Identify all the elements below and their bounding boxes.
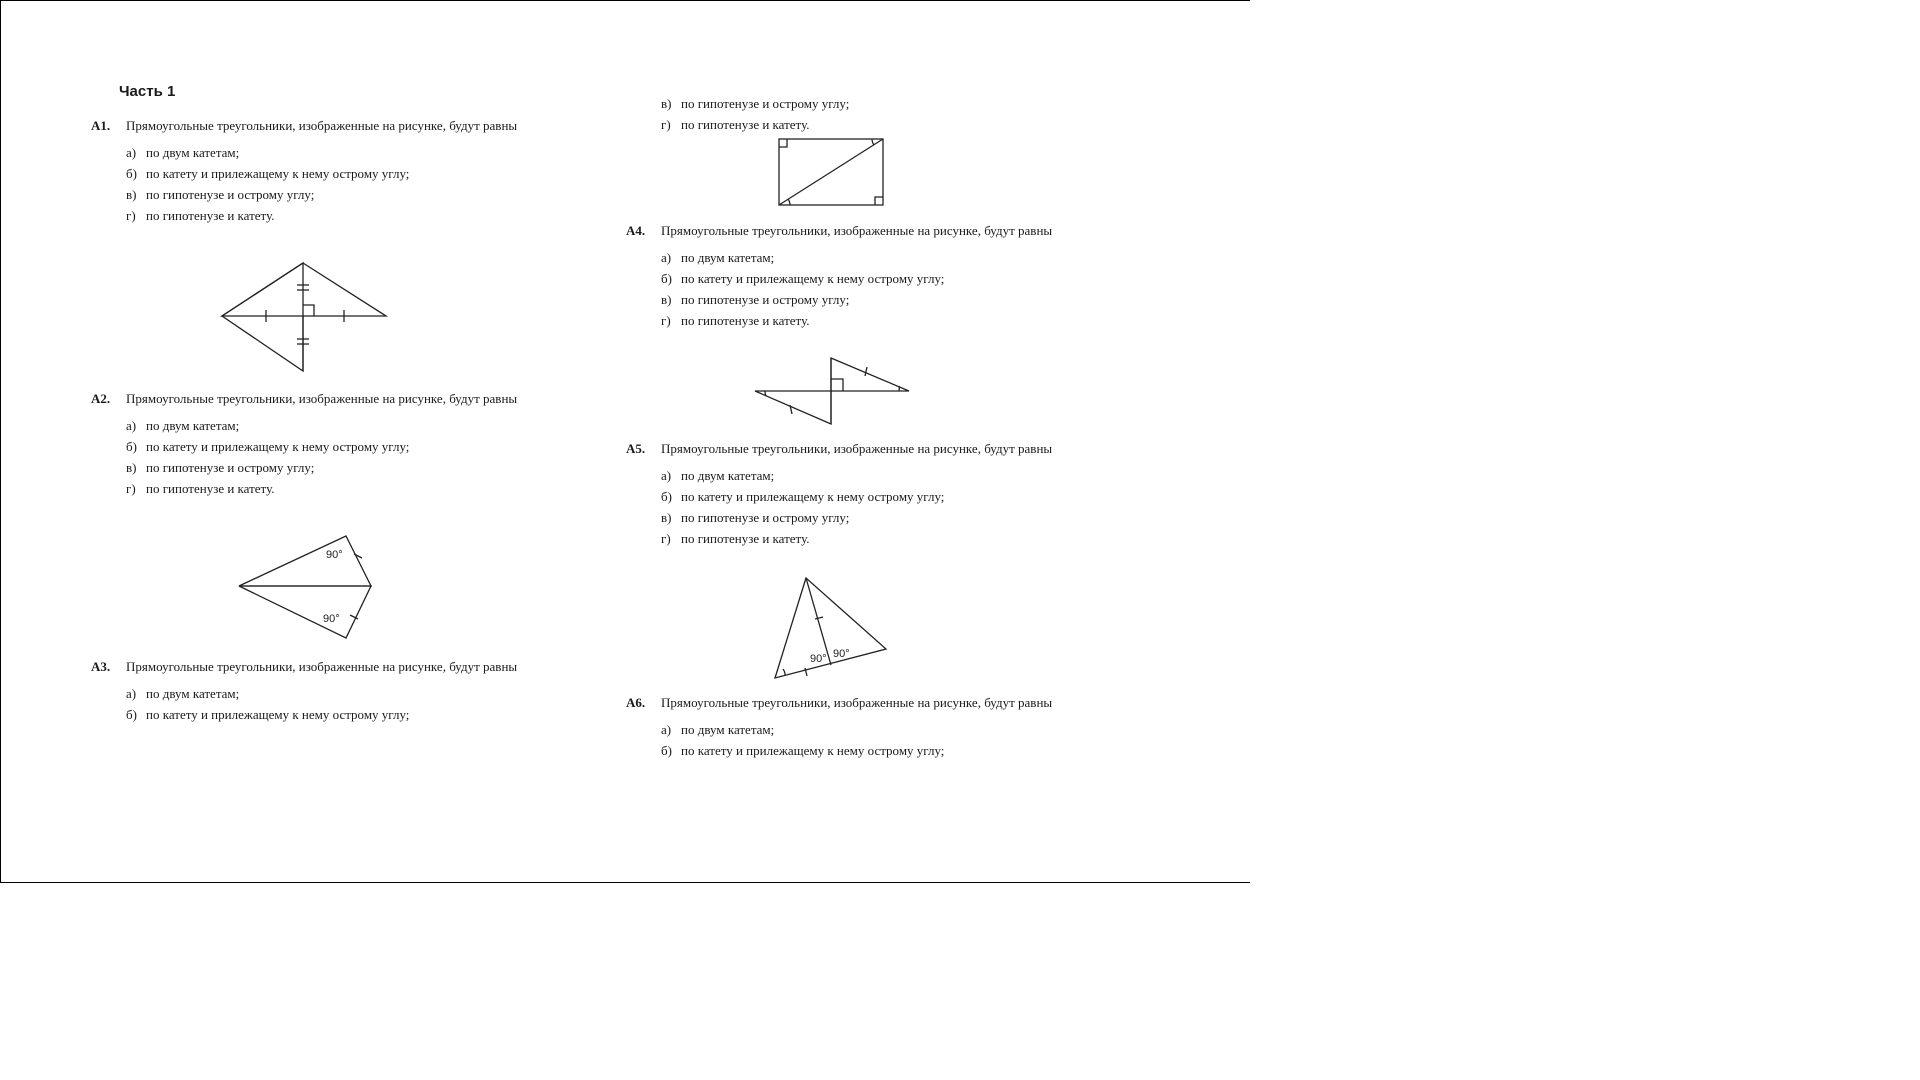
- option-c: в) по гипотенузе и острому углу;: [661, 510, 850, 525]
- option-a: а) по двум катетам;: [661, 722, 775, 737]
- option-a: а) по двум катетам;: [661, 468, 775, 483]
- angle-label: 90°: [810, 653, 827, 665]
- task-number: А4.: [626, 223, 646, 238]
- option-b: б) по катету и прилежащему к нему острому углу;: [661, 489, 945, 504]
- angle-label: 90°: [833, 648, 850, 660]
- option-a: а) по двум катетам;: [126, 145, 240, 160]
- option-d: г) по гипотенузе и катету.: [126, 481, 275, 496]
- option-d: г) по гипотенузе и катету.: [661, 313, 810, 328]
- task-stem: Прямоугольные треугольники, изображенные на рисунке, будут равны: [661, 223, 1053, 238]
- option-d: г) по гипотенузе и катету.: [661, 117, 810, 132]
- task-stem: Прямоугольные треугольники, изображенные на рисунке, будут равны: [661, 441, 1053, 456]
- option-c: в) по гипотенузе и острому углу;: [661, 96, 850, 111]
- option-c: в) по гипотенузе и острому углу;: [126, 187, 315, 202]
- option-c: в) по гипотенузе и острому углу;: [661, 292, 850, 307]
- task-number: А6.: [626, 695, 646, 710]
- task-number: А3.: [91, 659, 111, 674]
- task-number: А1.: [91, 118, 111, 133]
- option-b: б) по катету и прилежащему к нему острому углу;: [661, 271, 945, 286]
- task-stem: Прямоугольные треугольники, изображенные на рисунке, будут равны: [126, 118, 518, 133]
- option-b: б) по катету и прилежащему к нему острому углу;: [661, 743, 945, 758]
- angle-label: 90°: [326, 549, 343, 561]
- option-a: а) по двум катетам;: [126, 686, 240, 701]
- answer-options: [661, 719, 1056, 761]
- option-d: г) по гипотенузе и катету.: [126, 208, 275, 223]
- angle-label: 90°: [323, 613, 340, 625]
- task-stem: Прямоугольные треугольники, изображенные на рисунке, будут равны: [661, 695, 1053, 710]
- task-number: А5.: [626, 441, 646, 456]
- option-c: в) по гипотенузе и острому углу;: [126, 460, 315, 475]
- option-b: б) по катету и прилежащему к нему острому углу;: [126, 439, 410, 454]
- part-title: Часть 1: [119, 83, 176, 100]
- option-b: б) по катету и прилежащему к нему острому углу;: [126, 166, 410, 181]
- option-a: а) по двум катетам;: [661, 250, 775, 265]
- task-stem: Прямоугольные треугольники, изображенные на рисунке, будут равны: [126, 659, 518, 674]
- option-b: б) по катету и прилежащему к нему острому углу;: [126, 707, 410, 722]
- task-a6: [626, 693, 1056, 761]
- option-a: а) по двум катетам;: [126, 418, 240, 433]
- task-number: А2.: [91, 391, 111, 406]
- option-d: г) по гипотенузе и катету.: [661, 531, 810, 546]
- task-stem: Прямоугольные треугольники, изображенные на рисунке, будут равны: [126, 391, 518, 406]
